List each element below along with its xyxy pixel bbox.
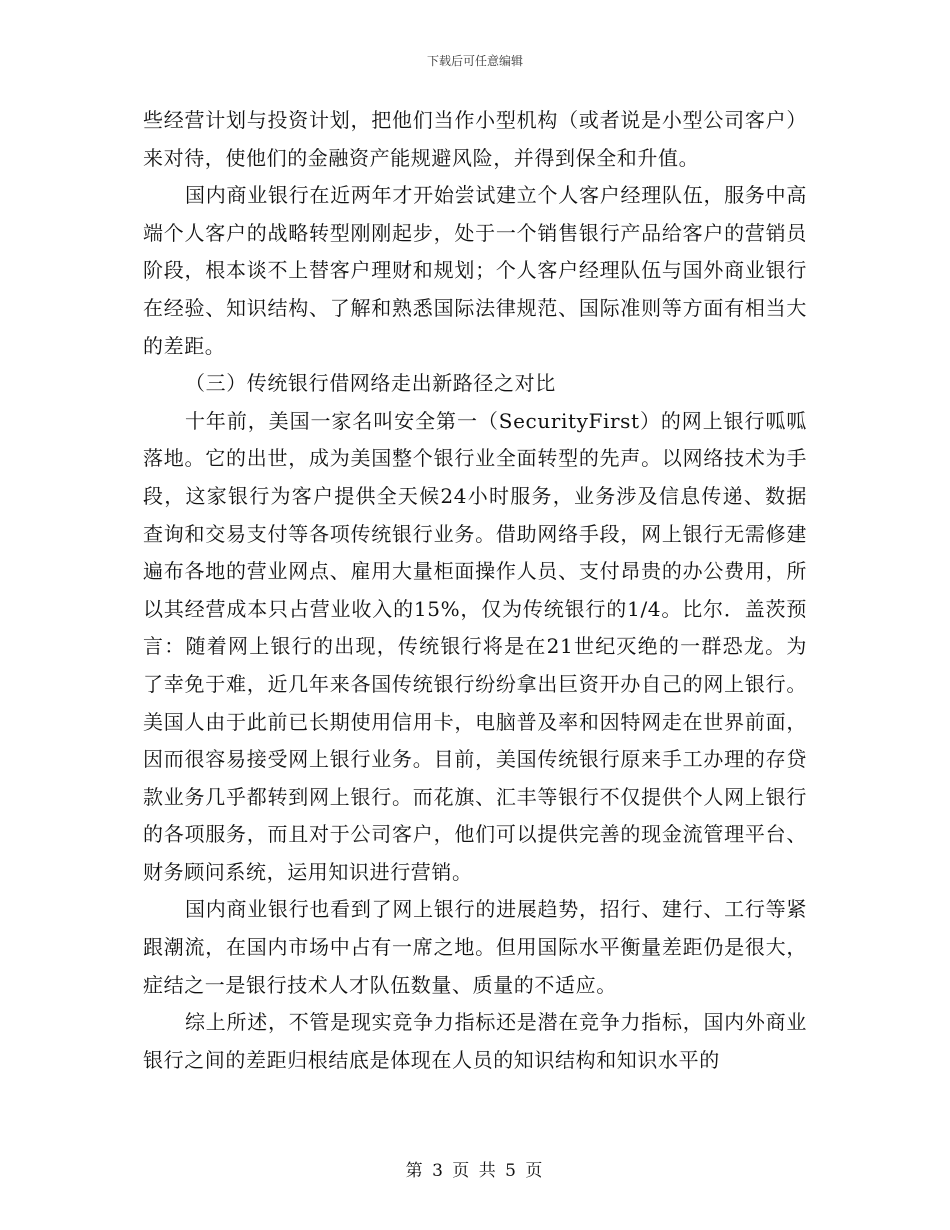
paragraph-domestic-account-managers: 国内商业银行在近两年才开始尝试建立个人客户经理队伍，服务中高端个人客户的战略转型刚刚起步，处于一个销售银行产品给客户的营销员阶段，根本谈不上替客户理财和规划；个人客户经理队伍与国外商业银行在经验、知识结构、了解和熟悉国际法律规范、国际准则等方面有相当大的差距。	[143, 183, 807, 358]
paragraph-domestic-online-banking: 国内商业银行也看到了网上银行的进展趋势，招行、建行、工行等紧跟潮流，在国内市场中占有一席之地。但用国际水平衡量差距仍是很大，症结之一是银行技术人才队伍数量、质量的不适应。	[143, 897, 807, 997]
section-heading-three: （三）传统银行借网络走出新路径之对比	[185, 371, 556, 396]
page-header: 下载后可任意编辑	[426, 54, 523, 68]
paragraph-continuation: 些经营计划与投资计划，把他们当作小型机构（或者说是小型公司客户）来对待，使他们的金融资产能规避风险，并得到保全和升值。	[143, 108, 807, 170]
document-body	[143, 102, 807, 1079]
page-footer: 第 3 页 共 5 页	[405, 1161, 545, 1181]
paragraph-online-banking-history: 十年前，美国一家名叫安全第一（SecurityFirst）的网上银行呱呱落地。它的出世，成为美国整个银行业全面转型的先声。以网络技术为手段，这家银行为客户提供全天候24小时服务，业务涉及信息传递、数据查询和交易支付等各项传统银行业务。借助网络手段，网上银行无需修建遍布各地的营业网点、雇用大量柜面操作人员、支付昂贵的办公费用，所以其经营成本只占营业收入的15%，仅为传统银行的1/4。比尔．盖茨预言：随着网上银行的出现，传统银行将是在21世纪灭绝的一群恐龙。为了幸免于难，近几年来各国传统银行纷纷拿出巨资开办自己的网上银行。美国人由于此前已长期使用信用卡，电脑普及率和因特网走在世界前面，因而很容易接受网上银行业务。目前，美国传统银行原来手工办理的存贷款业务几乎都转到网上银行。而花旗、汇丰等银行不仅提供个人网上银行的各项服务，而且对于公司客户，他们可以提供完善的现金流管理平台、财务顾问系统，运用知识进行营销。	[143, 408, 807, 884]
paragraph-conclusion: 综上所述，不管是现实竞争力指标还是潜在竞争力指标，国内外商业银行之间的差距归根结底是体现在人员的知识结构和知识水平的	[143, 1010, 807, 1072]
